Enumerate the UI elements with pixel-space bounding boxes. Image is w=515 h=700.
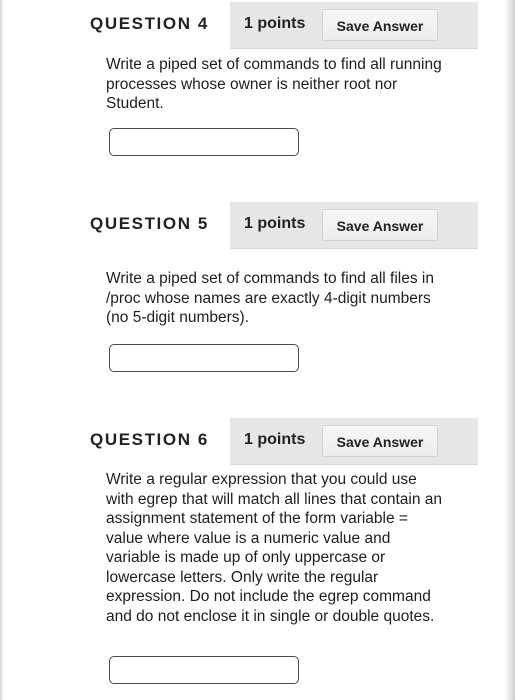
question-5-title: QUESTION 5 (90, 214, 209, 233)
question-6-save-answer-button[interactable]: Save Answer (322, 425, 438, 457)
page-right-edge (505, 0, 515, 700)
question-4-answer-input[interactable] (109, 128, 299, 156)
question-4 (40, 2, 478, 114)
question-5 (40, 202, 478, 328)
question-6-prompt: Write a regular expression that you could use with egrep that will match all lines that contain an assignment statement of the form variable = value where value is a numeric value and variable is made up of only uppercase or lowercase letters. Only write the regular expression. Do not include the egrep command and do not enclose it in single or double quotes. (106, 471, 443, 625)
question-6-header (40, 418, 478, 464)
question-4-title: QUESTION 4 (90, 14, 209, 33)
question-4-header (40, 2, 478, 48)
question-6-meta-bar (230, 418, 478, 465)
question-6-answer-input[interactable] (109, 656, 299, 684)
question-5-answer-input[interactable] (109, 344, 299, 372)
question-6-title: QUESTION 6 (90, 430, 209, 449)
question-4-points: 1 points (244, 15, 306, 32)
question-5-points: 1 points (244, 215, 306, 232)
question-4-save-answer-button[interactable]: Save Answer (322, 9, 438, 41)
question-5-save-answer-button[interactable]: Save Answer (322, 209, 438, 241)
question-6 (40, 418, 478, 626)
question-6-points: 1 points (244, 431, 306, 448)
question-4-meta-bar (230, 2, 478, 49)
question-4-prompt: Write a piped set of commands to find all running processes whose owner is neither root nor Student. (106, 56, 442, 112)
question-5-header (40, 202, 478, 248)
question-5-prompt: Write a piped set of commands to find all files in /proc whose names are exactly 4-digit numbers (no 5-digit numbers). (106, 270, 434, 326)
question-5-meta-bar (230, 202, 478, 249)
page-left-edge (0, 0, 3, 700)
